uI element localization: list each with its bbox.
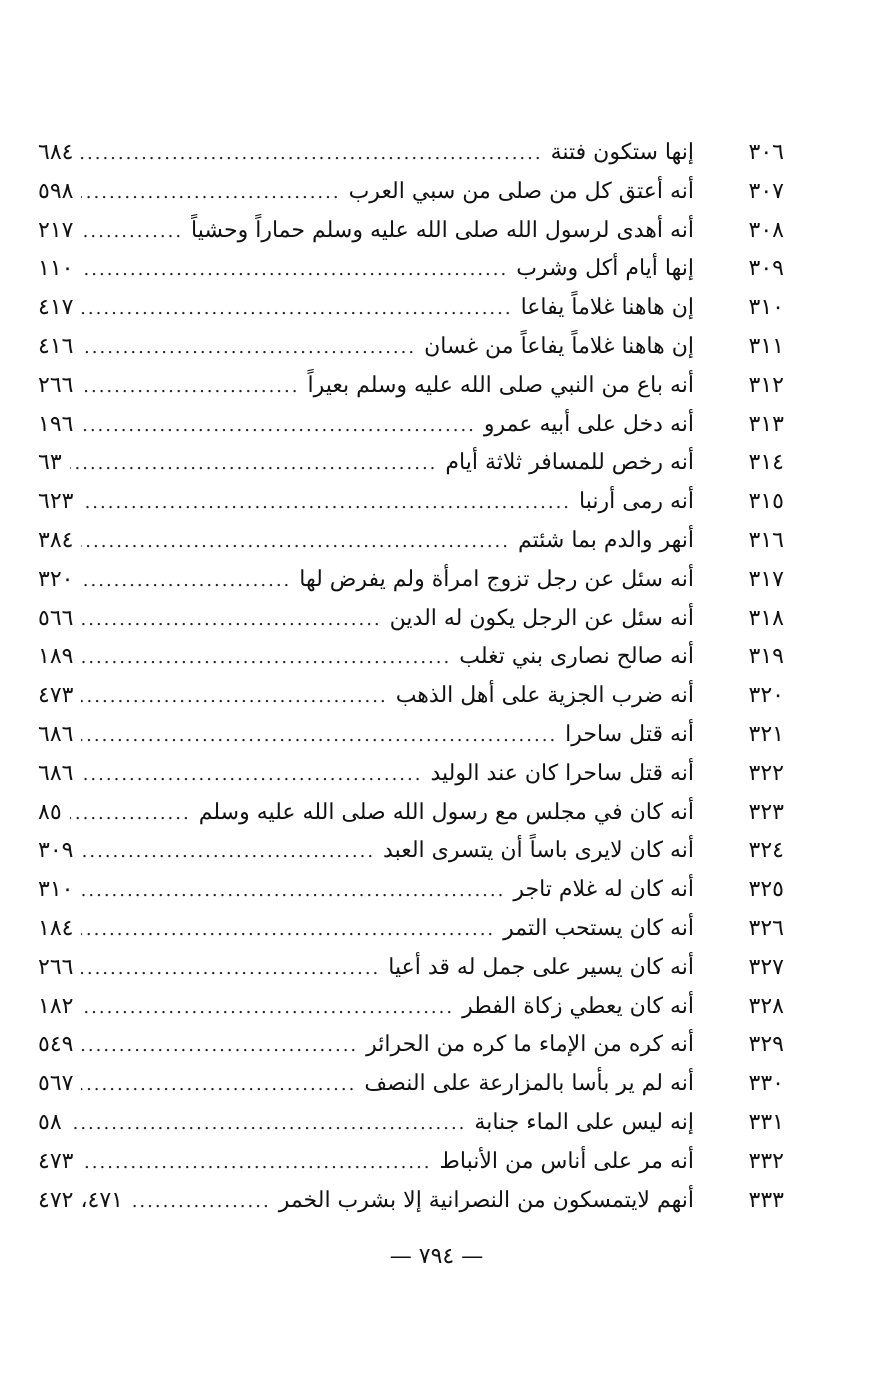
entry-number: ٣٢٥ <box>748 877 784 903</box>
entry-number: ٣٣١ <box>748 1109 784 1135</box>
entry-page-ref: ١٨٩ <box>38 644 74 670</box>
entry-page-ref: ٥٦٦ <box>38 605 74 631</box>
entry-title: أنه باع من النبي صلى الله عليه وسلم بعيراً <box>307 372 694 398</box>
entry-title: أنه سئل عن الرجل يكون له الدين <box>389 605 694 631</box>
index-entry <box>38 1143 784 1182</box>
dot-leader <box>81 523 510 562</box>
index-entry <box>38 755 784 794</box>
index-entry <box>38 832 784 871</box>
entry-title: أنه رمى أرنبا <box>579 489 694 515</box>
entry-number: ٣٢١ <box>748 721 784 747</box>
entry-number: ٣٠٦ <box>748 140 784 165</box>
entry-number: ٣١٨ <box>748 605 784 631</box>
entry-title: أنه كان في مجلس مع رسول الله صلى الله عليه وسلم <box>198 799 694 825</box>
entry-title: أنه كان له غلام تاجر <box>513 877 694 903</box>
entry-number: ٣١٠ <box>748 295 784 321</box>
entry-title: أنه مر على أناس من الأنباط <box>439 1148 694 1174</box>
entry-number: ٣٠٩ <box>748 256 784 282</box>
entry-number: ٣٢٠ <box>748 683 784 709</box>
entry-number: ٣٣٢ <box>748 1148 784 1174</box>
dot-leader <box>81 135 542 174</box>
dot-leader <box>81 1144 431 1183</box>
dot-leader <box>81 251 508 290</box>
entry-title: إنها ستكون فتنة <box>550 140 694 165</box>
entry-title: أنهم لايتمسكون من النصرانية إلا بشرب الخمر <box>278 1187 694 1213</box>
entry-title: إنها أيام أكل وشرب <box>516 256 694 282</box>
index-entry <box>38 716 784 755</box>
hadith-index-list <box>38 134 784 1220</box>
entry-number: ٣٢٨ <box>748 993 784 1019</box>
dot-leader <box>81 601 381 640</box>
entry-page-ref: ٦٨٤ <box>38 140 74 165</box>
entry-number: ٣١٢ <box>748 372 784 398</box>
index-entry <box>38 1182 784 1221</box>
entry-page-ref: ٤١٧ <box>38 295 74 321</box>
entry-title: أنه قتل ساحرا كان عند الوليد <box>430 760 694 786</box>
entry-title: أنه سئل عن رجل تزوج امرأة ولم يفرض لها <box>299 566 694 592</box>
index-entry <box>38 600 784 639</box>
entry-page-ref: ٥٩٨ <box>38 178 74 204</box>
entry-page-ref: ٦٢٣ <box>38 489 74 515</box>
entry-title: أنه قتل ساحرا <box>565 721 694 747</box>
entry-title: أنه لم ير بأسا بالمزارعة على النصف <box>364 1071 694 1097</box>
entry-page-ref: ٣٨٤ <box>38 527 74 553</box>
dot-leader <box>81 407 475 446</box>
entry-number: ٣٢٢ <box>748 760 784 786</box>
entry-number: ٣٢٩ <box>748 1032 784 1058</box>
index-entry <box>38 949 784 988</box>
index-entry <box>38 212 784 251</box>
entry-number: ٣٢٣ <box>748 799 784 825</box>
entry-page-ref: ٤٧٣ <box>38 683 74 709</box>
entry-page-ref: ١١٠ <box>38 256 74 282</box>
entry-page-ref: ٦٨٦ <box>38 760 74 786</box>
index-entry <box>38 406 784 445</box>
entry-number: ٣٢٦ <box>748 915 784 941</box>
entry-title: إنه ليس على الماء جنابة <box>474 1109 694 1135</box>
entry-page-ref: ٦٣ <box>38 450 62 476</box>
index-entry <box>38 250 784 289</box>
dot-leader <box>131 1183 271 1222</box>
entry-title: أنهر والدم بما شئتم <box>518 527 694 553</box>
dot-leader <box>81 872 505 911</box>
entry-title: إن هاهنا غلاماً يفاعاً من غسان <box>424 333 694 359</box>
index-entry <box>38 794 784 833</box>
index-entry <box>38 483 784 522</box>
index-entry <box>38 289 784 328</box>
entry-page-ref: ٢٦٦ <box>38 954 74 980</box>
index-entry <box>38 871 784 910</box>
dot-leader <box>81 290 512 329</box>
entry-number: ٣١٣ <box>748 411 784 437</box>
entry-title: أنه كان لايرى باساً أن يتسرى العبد <box>383 838 694 864</box>
dot-leader <box>70 1105 467 1144</box>
entry-number: ٣١٤ <box>748 450 784 476</box>
dot-leader <box>70 795 191 834</box>
index-entry <box>38 677 784 716</box>
entry-number: ٣١٥ <box>748 489 784 515</box>
dot-leader <box>81 484 571 523</box>
index-entry <box>38 1065 784 1104</box>
entry-page-ref: ٥٤٩ <box>38 1032 74 1058</box>
dot-leader <box>81 1066 356 1105</box>
entry-number: ٣٣٣ <box>748 1187 784 1213</box>
entry-number: ٣٢٤ <box>748 838 784 864</box>
entry-number: ٣١٩ <box>748 644 784 670</box>
index-entry <box>38 328 784 367</box>
dot-leader <box>81 368 299 407</box>
index-entry <box>38 988 784 1027</box>
index-entry <box>38 367 784 406</box>
dot-leader <box>81 911 495 950</box>
dot-leader <box>81 678 387 717</box>
entry-page-ref: ١٩٦ <box>38 411 74 437</box>
dot-leader <box>81 717 557 756</box>
index-entry <box>38 638 784 677</box>
entry-title: إن هاهنا غلاماً يفاعا <box>520 295 694 321</box>
index-entry <box>38 910 784 949</box>
entry-page-ref: ٢٦٦ <box>38 372 74 398</box>
dot-leader <box>81 756 422 795</box>
entry-number: ٣١٧ <box>748 566 784 592</box>
entry-number: ٣٠٨ <box>748 217 784 243</box>
entry-page-ref: ٢١٧ <box>38 217 74 243</box>
entry-page-ref: ١٨٢ <box>38 993 74 1019</box>
index-entry <box>38 444 784 483</box>
entry-title: أنه أعتق كل من صلى من سبي العرب <box>348 178 694 204</box>
dot-leader <box>81 639 451 678</box>
entry-title: أنه رخص للمسافر ثلاثة أيام <box>445 450 694 476</box>
entry-page-ref: ٦٨٦ <box>38 721 74 747</box>
dot-leader <box>81 562 291 601</box>
dot-leader <box>70 445 438 484</box>
entry-number: ٣٣٠ <box>748 1071 784 1097</box>
entry-title: أنه صالح نصارى بني تغلب <box>459 644 694 670</box>
entry-number: ٣٢٧ <box>748 954 784 980</box>
entry-page-ref: ٣١٠ <box>38 877 74 903</box>
entry-title: أنه كان يسير على جمل له قد أعيا <box>388 954 694 980</box>
entry-title: أنه أهدى لرسول الله صلى الله عليه وسلم حماراً وحشياً <box>191 217 694 243</box>
entry-page-ref: ١٨٤ <box>38 915 74 941</box>
index-entry <box>38 134 784 173</box>
dot-leader <box>81 833 375 872</box>
dot-leader <box>81 329 416 368</box>
index-entry <box>38 1104 784 1143</box>
entry-title: أنه كره من الإماء ما كره من الحرائر <box>366 1032 694 1058</box>
entry-page-ref: ٤١٦ <box>38 333 74 359</box>
entry-title: أنه كان يستحب التمر <box>503 915 694 941</box>
entry-page-ref: ٨٥ <box>38 799 62 825</box>
entry-number: ٣١١ <box>748 333 784 359</box>
entry-page-ref: ٣٢٠ <box>38 566 74 592</box>
entry-page-ref: ٥٦٧ <box>38 1071 74 1097</box>
index-entry <box>38 561 784 600</box>
index-entry <box>38 173 784 212</box>
entry-number: ٣٠٧ <box>748 178 784 204</box>
dot-leader <box>81 950 380 989</box>
entry-number: ٣١٦ <box>748 527 784 553</box>
entry-page-ref: ٥٨ <box>38 1109 62 1135</box>
index-entry <box>38 1026 784 1065</box>
entry-title: أنه كان يعطي زكاة الفطر <box>462 993 694 1019</box>
entry-page-ref: ٤٧٣ <box>38 1148 74 1174</box>
page-number: — ٧٩٤ — <box>389 1244 484 1269</box>
entry-title: أنه ضرب الجزية على أهل الذهب <box>395 683 694 709</box>
index-entry <box>38 522 784 561</box>
dot-leader <box>81 213 183 252</box>
entry-title: أنه دخل على أبيه عمرو <box>483 411 694 437</box>
entry-page-ref: ٣٠٩ <box>38 838 74 864</box>
dot-leader <box>81 1027 358 1066</box>
dot-leader <box>81 989 454 1028</box>
entry-page-ref: ٤٧١، ٤٧٢ <box>38 1187 123 1213</box>
dot-leader <box>81 174 340 213</box>
